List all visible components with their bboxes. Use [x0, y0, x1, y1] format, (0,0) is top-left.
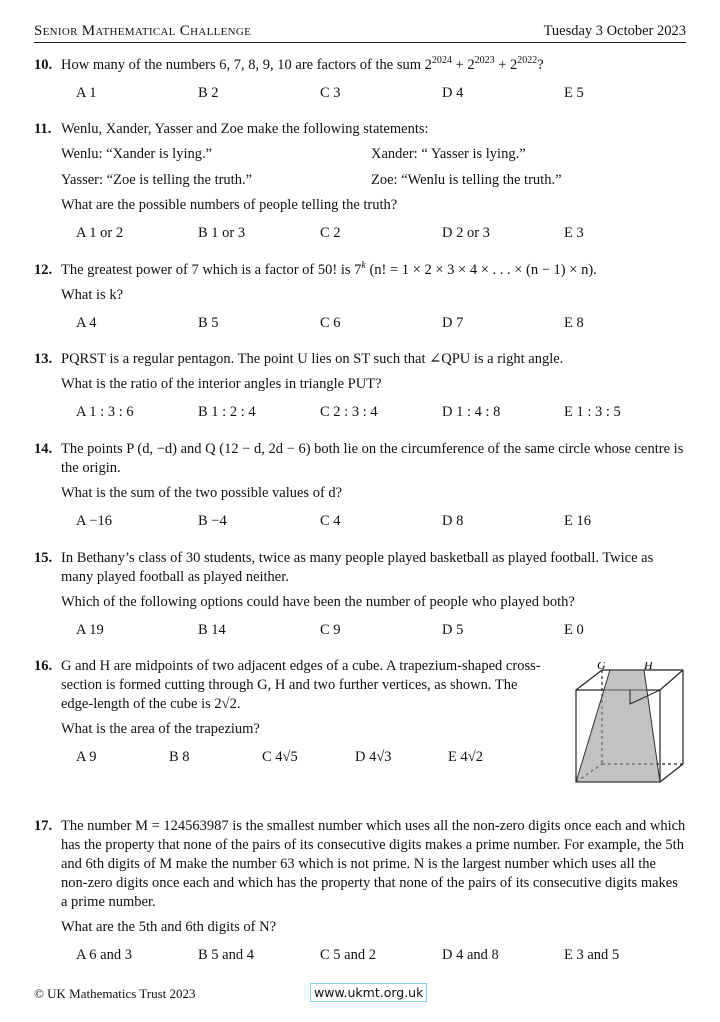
question-number: 11.	[34, 121, 52, 137]
question-ask: What is the area of the trapezium?	[61, 721, 260, 737]
answer-options	[76, 314, 686, 333]
question-number: 10.	[34, 57, 53, 73]
option-a[interactable]: A 1	[76, 85, 97, 101]
question-13	[34, 350, 686, 422]
question-text: The number M = 124563987 is the smallest number which uses all the non-zero digits once each and which has the property that none of the pairs of its consecutive digits makes a prime number. For example, the 5th and 6th digits of M make the number 63 which is not prime. N is the largest number which uses all the non-zero digits once each and which has the property that none of the pairs of its consecutive digits makes a prime number.	[61, 818, 686, 910]
answer-options	[76, 84, 686, 103]
answer-options	[76, 512, 686, 531]
label-g: G	[597, 662, 606, 672]
page-footer	[34, 986, 686, 1002]
answer-options	[76, 946, 686, 965]
question-text: The greatest power of 7 which is a factor of 50! is 7$^k$ (n! = 1 × 2 × 3 × 4 × . . . × (n − 1) × n).	[61, 260, 597, 278]
question-number: 17.	[34, 818, 53, 834]
question-text: G and H are midpoints of two adjacent edges of a cube. A trapezium-shaped cross-section is formed cutting through G, H and two further vertices, as shown. The edge-length of the cube is 2√2.	[61, 658, 541, 712]
statement-wenlu: Wenlu: “Xander is lying.”	[61, 146, 213, 162]
option-e[interactable]: E 1 : 3 : 5	[564, 404, 621, 420]
answer-options	[76, 403, 686, 422]
trapezium-cross-section	[576, 670, 660, 782]
option-e[interactable]: E 8	[564, 315, 584, 331]
answer-options	[76, 748, 541, 767]
option-a[interactable]: A 9	[76, 749, 97, 765]
option-b[interactable]: B −4	[198, 513, 227, 529]
question-ask: What are the 5th and 6th digits of N?	[61, 919, 277, 935]
page-header	[34, 18, 686, 43]
statement-zoe: Zoe: “Wenlu is telling the truth.”	[371, 172, 562, 188]
option-e[interactable]: E 5	[564, 85, 584, 101]
question-text: What are the possible numbers of people telling the truth?	[61, 197, 398, 213]
question-ask: What is k?	[61, 287, 124, 303]
question-ask: Which of the following options could have been the number of people who played both?	[61, 594, 575, 610]
option-a[interactable]: A 1 or 2	[76, 225, 124, 241]
option-c[interactable]: C 9	[320, 622, 341, 638]
question-17	[34, 817, 686, 965]
option-b[interactable]: B 14	[198, 622, 226, 638]
question-10	[34, 56, 686, 103]
option-c[interactable]: C 6	[320, 315, 341, 331]
option-b[interactable]: B 5 and 4	[198, 947, 254, 963]
option-e[interactable]: E 3 and 5	[564, 947, 620, 963]
option-c[interactable]: C 2 : 3 : 4	[320, 404, 378, 420]
question-number: 12.	[34, 262, 53, 278]
cube-edge	[576, 670, 602, 690]
option-e[interactable]: E 16	[564, 513, 591, 529]
answer-options	[76, 224, 686, 243]
label-h: H	[644, 662, 653, 672]
question-number: 13.	[34, 351, 53, 367]
website-link[interactable]: www.ukmt.org.uk	[310, 983, 427, 1002]
question-ask: What is the ratio of the interior angles in triangle PUT?	[61, 376, 382, 392]
question-text: PQRST is a regular pentagon. The point U lies on ST such that ∠QPU is a right angle.	[61, 351, 564, 367]
question-12	[34, 261, 686, 333]
option-e[interactable]: E 4√2	[448, 749, 483, 765]
option-b[interactable]: B 1 : 2 : 4	[198, 404, 256, 420]
question-text: In Bethany’s class of 30 students, twice as many people played basketball as played football. Twice as many played football as played neither.	[61, 550, 654, 585]
cube-diagram	[568, 662, 688, 792]
header-date: Tuesday 3 October 2023	[543, 23, 686, 39]
question-14	[34, 440, 686, 531]
option-e[interactable]: E 0	[564, 622, 584, 638]
option-b[interactable]: B 5	[198, 315, 219, 331]
question-number: 15.	[34, 550, 53, 566]
option-c[interactable]: C 4√5	[262, 749, 298, 765]
option-a[interactable]: A 19	[76, 622, 104, 638]
question-ask: What is the sum of the two possible values of d?	[61, 485, 343, 501]
header-title: Senior Mathematical Challenge	[34, 23, 252, 39]
option-b[interactable]: B 8	[169, 749, 190, 765]
option-e[interactable]: E 3	[564, 225, 584, 241]
option-d[interactable]: D 1 : 4 : 8	[442, 404, 501, 420]
option-d[interactable]: D 7	[442, 315, 464, 331]
option-d[interactable]: D 8	[442, 513, 464, 529]
option-b[interactable]: B 1 or 3	[198, 225, 246, 241]
cube-edge	[660, 764, 683, 782]
statement-xander: Xander: “ Yasser is lying.”	[371, 146, 526, 162]
option-c[interactable]: C 4	[320, 513, 341, 529]
copyright: © UK Mathematics Trust 2023	[34, 986, 196, 1001]
option-d[interactable]: D 4	[442, 85, 464, 101]
option-a[interactable]: A −16	[76, 513, 112, 529]
option-c[interactable]: C 2	[320, 225, 341, 241]
option-d[interactable]: D 4√3	[355, 749, 392, 765]
option-d[interactable]: D 5	[442, 622, 464, 638]
option-c[interactable]: C 5 and 2	[320, 947, 376, 963]
question-number: 14.	[34, 441, 53, 457]
question-11	[34, 120, 686, 243]
option-a[interactable]: A 4	[76, 315, 97, 331]
option-c[interactable]: C 3	[320, 85, 341, 101]
option-d[interactable]: D 2 or 3	[442, 225, 490, 241]
question-text: How many of the numbers 6, 7, 8, 9, 10 are factors of the sum $2^{2024} + 2^{2023} + 2^{2022}$?	[61, 55, 544, 73]
question-text: The points P (d, −d) and Q (12 − d, 2d − 6) both lie on the circumference of the same circle whose centre is the origin.	[61, 441, 684, 476]
question-intro: Wenlu, Xander, Yasser and Zoe make the following statements:	[61, 121, 429, 137]
answer-options	[76, 621, 686, 640]
option-a[interactable]: A 1 : 3 : 6	[76, 404, 134, 420]
option-d[interactable]: D 4 and 8	[442, 947, 499, 963]
cube-edge	[660, 670, 683, 690]
statement-yasser: Yasser: “Zoe is telling the truth.”	[61, 172, 253, 188]
option-a[interactable]: A 6 and 3	[76, 947, 132, 963]
question-15	[34, 549, 686, 640]
question-number: 16.	[34, 658, 53, 674]
statements	[61, 145, 686, 190]
option-b[interactable]: B 2	[198, 85, 219, 101]
